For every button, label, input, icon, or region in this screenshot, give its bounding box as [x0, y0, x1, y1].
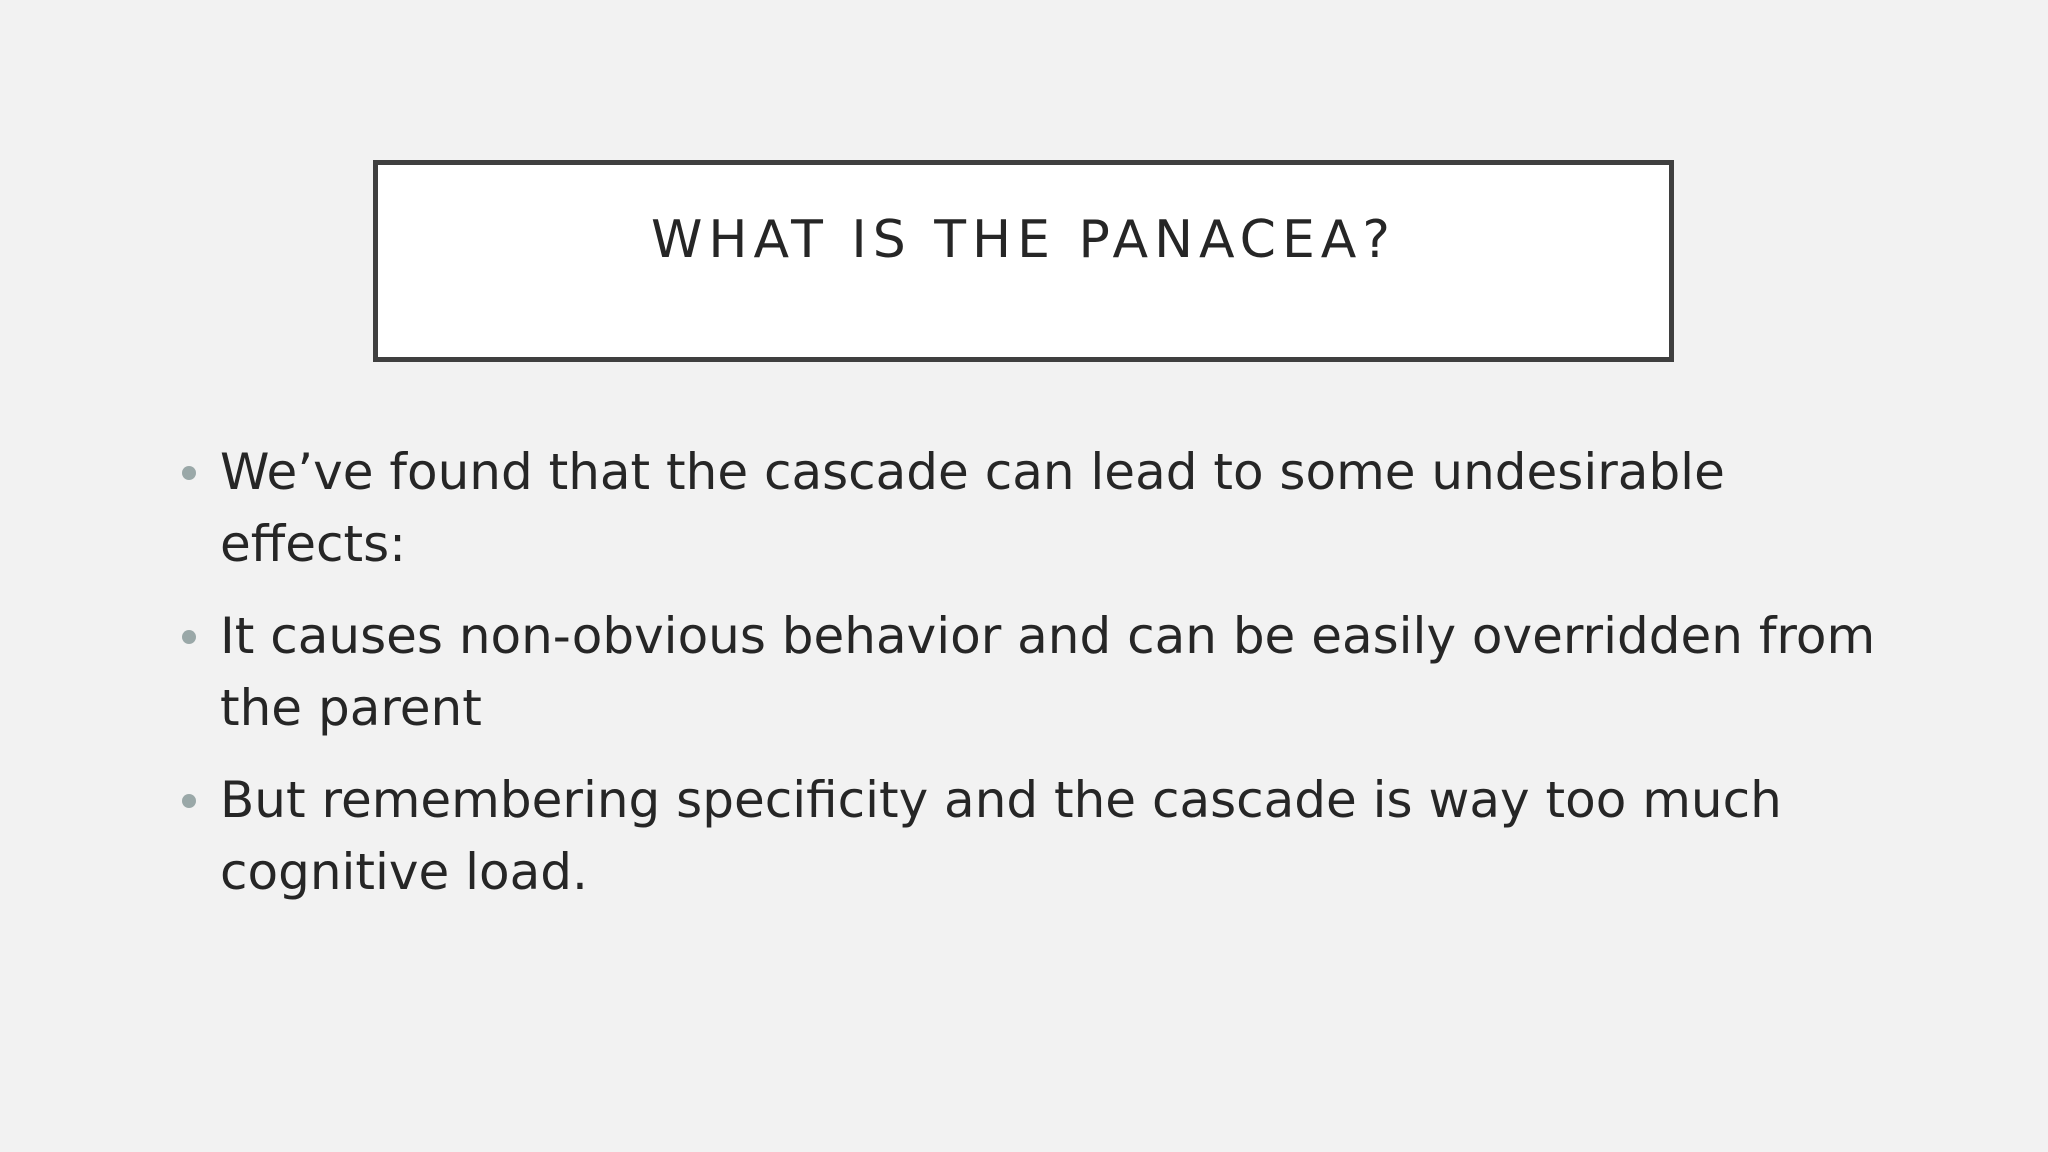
slide-title: WHAT IS THE PANACEA? — [651, 210, 1396, 270]
bullet-text: It causes non-obvious behavior and can be easily overridden from the parent — [220, 607, 1876, 737]
bullet-dot-icon — [182, 794, 196, 808]
bullet-dot-icon — [182, 466, 196, 480]
bullet-text: We’ve found that the cascade can lead to some undesirable effects: — [220, 443, 1725, 573]
bullet-item — [180, 436, 1900, 580]
title-box — [373, 160, 1674, 362]
bullet-item — [180, 600, 1900, 744]
bullet-dot-icon — [182, 630, 196, 644]
bullet-list — [180, 436, 1900, 928]
bullet-text: But remembering specificity and the cascade is way too much cognitive load. — [220, 771, 1782, 901]
bullet-item — [180, 764, 1900, 908]
